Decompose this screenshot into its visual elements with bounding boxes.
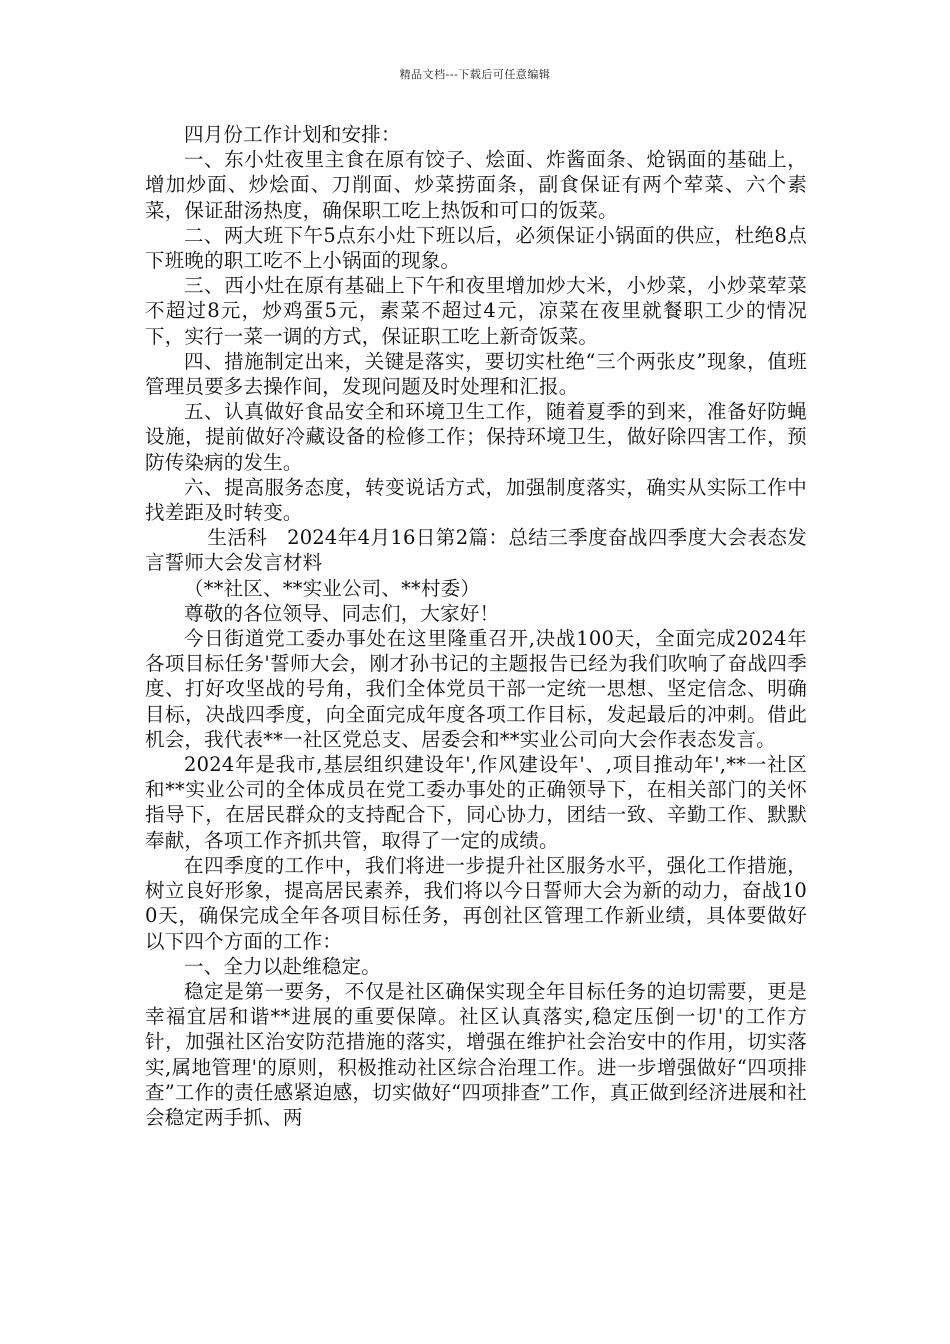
document-body [145, 122, 807, 1130]
paragraph-intro: 今日街道党工委办事处在这里隆重召开,决战100天，全面完成2024年各项目标任务'誓师大会，刚才孙书记的主题报告已经为我们吹响了奋战四季度、打好攻坚战的号角，我们全体党员干部一定统一思想、坚定信念、明确目标，决战四季度，向全面完成年度各项工作目标，发起最后的冲刺。借此机会，我代表**一社区党总支、居委会和**实业公司向大会作表态发言。 [145, 627, 807, 751]
paragraph-item-4: 四、措施制定出来，关键是落实，要切实杜绝“三个两张皮”现象，值班管理员要多去操作间，发现问题及时处理和汇报。 [145, 349, 807, 399]
paragraph-organizations: （**社区、**实业公司、**村委） [184, 576, 481, 600]
document-header: 精品文档---下载后可任意编辑 [399, 68, 551, 81]
paragraph-stability: 稳定是第一要务，不仅是社区确保实现全年目标任务的迫切需要，更是幸福宜居和谐**进展的重要保障。社区认真落实,稳定压倒一切'的工作方针，加强社区治安防范措施的落实，增强在维护社会治安中的作用，切实落实,属地管理'的原则，积极推动社区综合治理工作。进一步增强做好“四项排查”工作的责任感紧迫感，切实做好“四项排查”工作，真正做到经济进展和社会稳定两手抓、两 [145, 979, 807, 1129]
paragraph-plan-title: 四月份工作计划和安排： [184, 123, 401, 146]
paragraph-greeting: 尊敬的各位领导、同志们，大家好！ [184, 601, 500, 625]
signature-and-second-title: 生活科 2024年4月16日第2篇：总结三季度奋战四季度大会表态发言誓师大会发言材料 [145, 526, 807, 575]
paragraph-achievements: 2024年是我市,基层组织建设年',作风建设年'、,项目推动年',**一社区和**实业公司的全体成员在党工委办事处的正确领导下，在相关部门的关怀指导下，在居民群众的支持配合下，同心协力，团结一致、辛勤工作、默默奉献，各项工作齐抓共管，取得了一定的成绩。 [145, 753, 807, 852]
paragraph-section-1-heading: 一、全力以赴维稳定。 [184, 954, 382, 978]
paragraph-item-3: 三、西小灶在原有基础上下午和夜里增加炒大米，小炒菜，小炒菜荤菜不超过8元，炒鸡蛋5元，素菜不超过4元，凉菜在夜里就餐职工少的情况下，实行一菜一调的方式，保证职工吃上新奇饭菜。 [145, 274, 807, 348]
paragraph-item-6: 六、提高服务态度，转变说话方式，加强制度落实，确实从实际工作中找差距及时转变。 [145, 475, 807, 525]
paragraph-item-1: 一、东小灶夜里主食在原有饺子、烩面、炸酱面条、炝锅面的基础上，增加炒面、炒烩面、刀削面、炒菜捞面条，副食保证有两个荤菜、六个素菜，保证甜汤热度，确保职工吃上热饭和可口的饭菜。 [145, 148, 807, 222]
paragraph-item-5: 五、认真做好食品安全和环境卫生工作，随着夏季的到来，准备好防蝇设施，提前做好冷藏设备的检修工作；保持环境卫生，做好除四害工作，预防传染病的发生。 [145, 400, 807, 474]
paragraph-item-2: 二、两大班下午5点东小灶下班以后，必须保证小锅面的供应，杜绝8点下班晚的职工吃不上小锅面的现象。 [145, 223, 807, 273]
paragraph-fourth-quarter: 在四季度的工作中，我们将进一步提升社区服务水平，强化工作措施，树立良好形象，提高居民素养，我们将以今日誓师大会为新的动力，奋战100天，确保完成全年各项目标任务，再创社区管理工作新业绩，具体要做好以下四个方面的工作： [145, 853, 807, 953]
